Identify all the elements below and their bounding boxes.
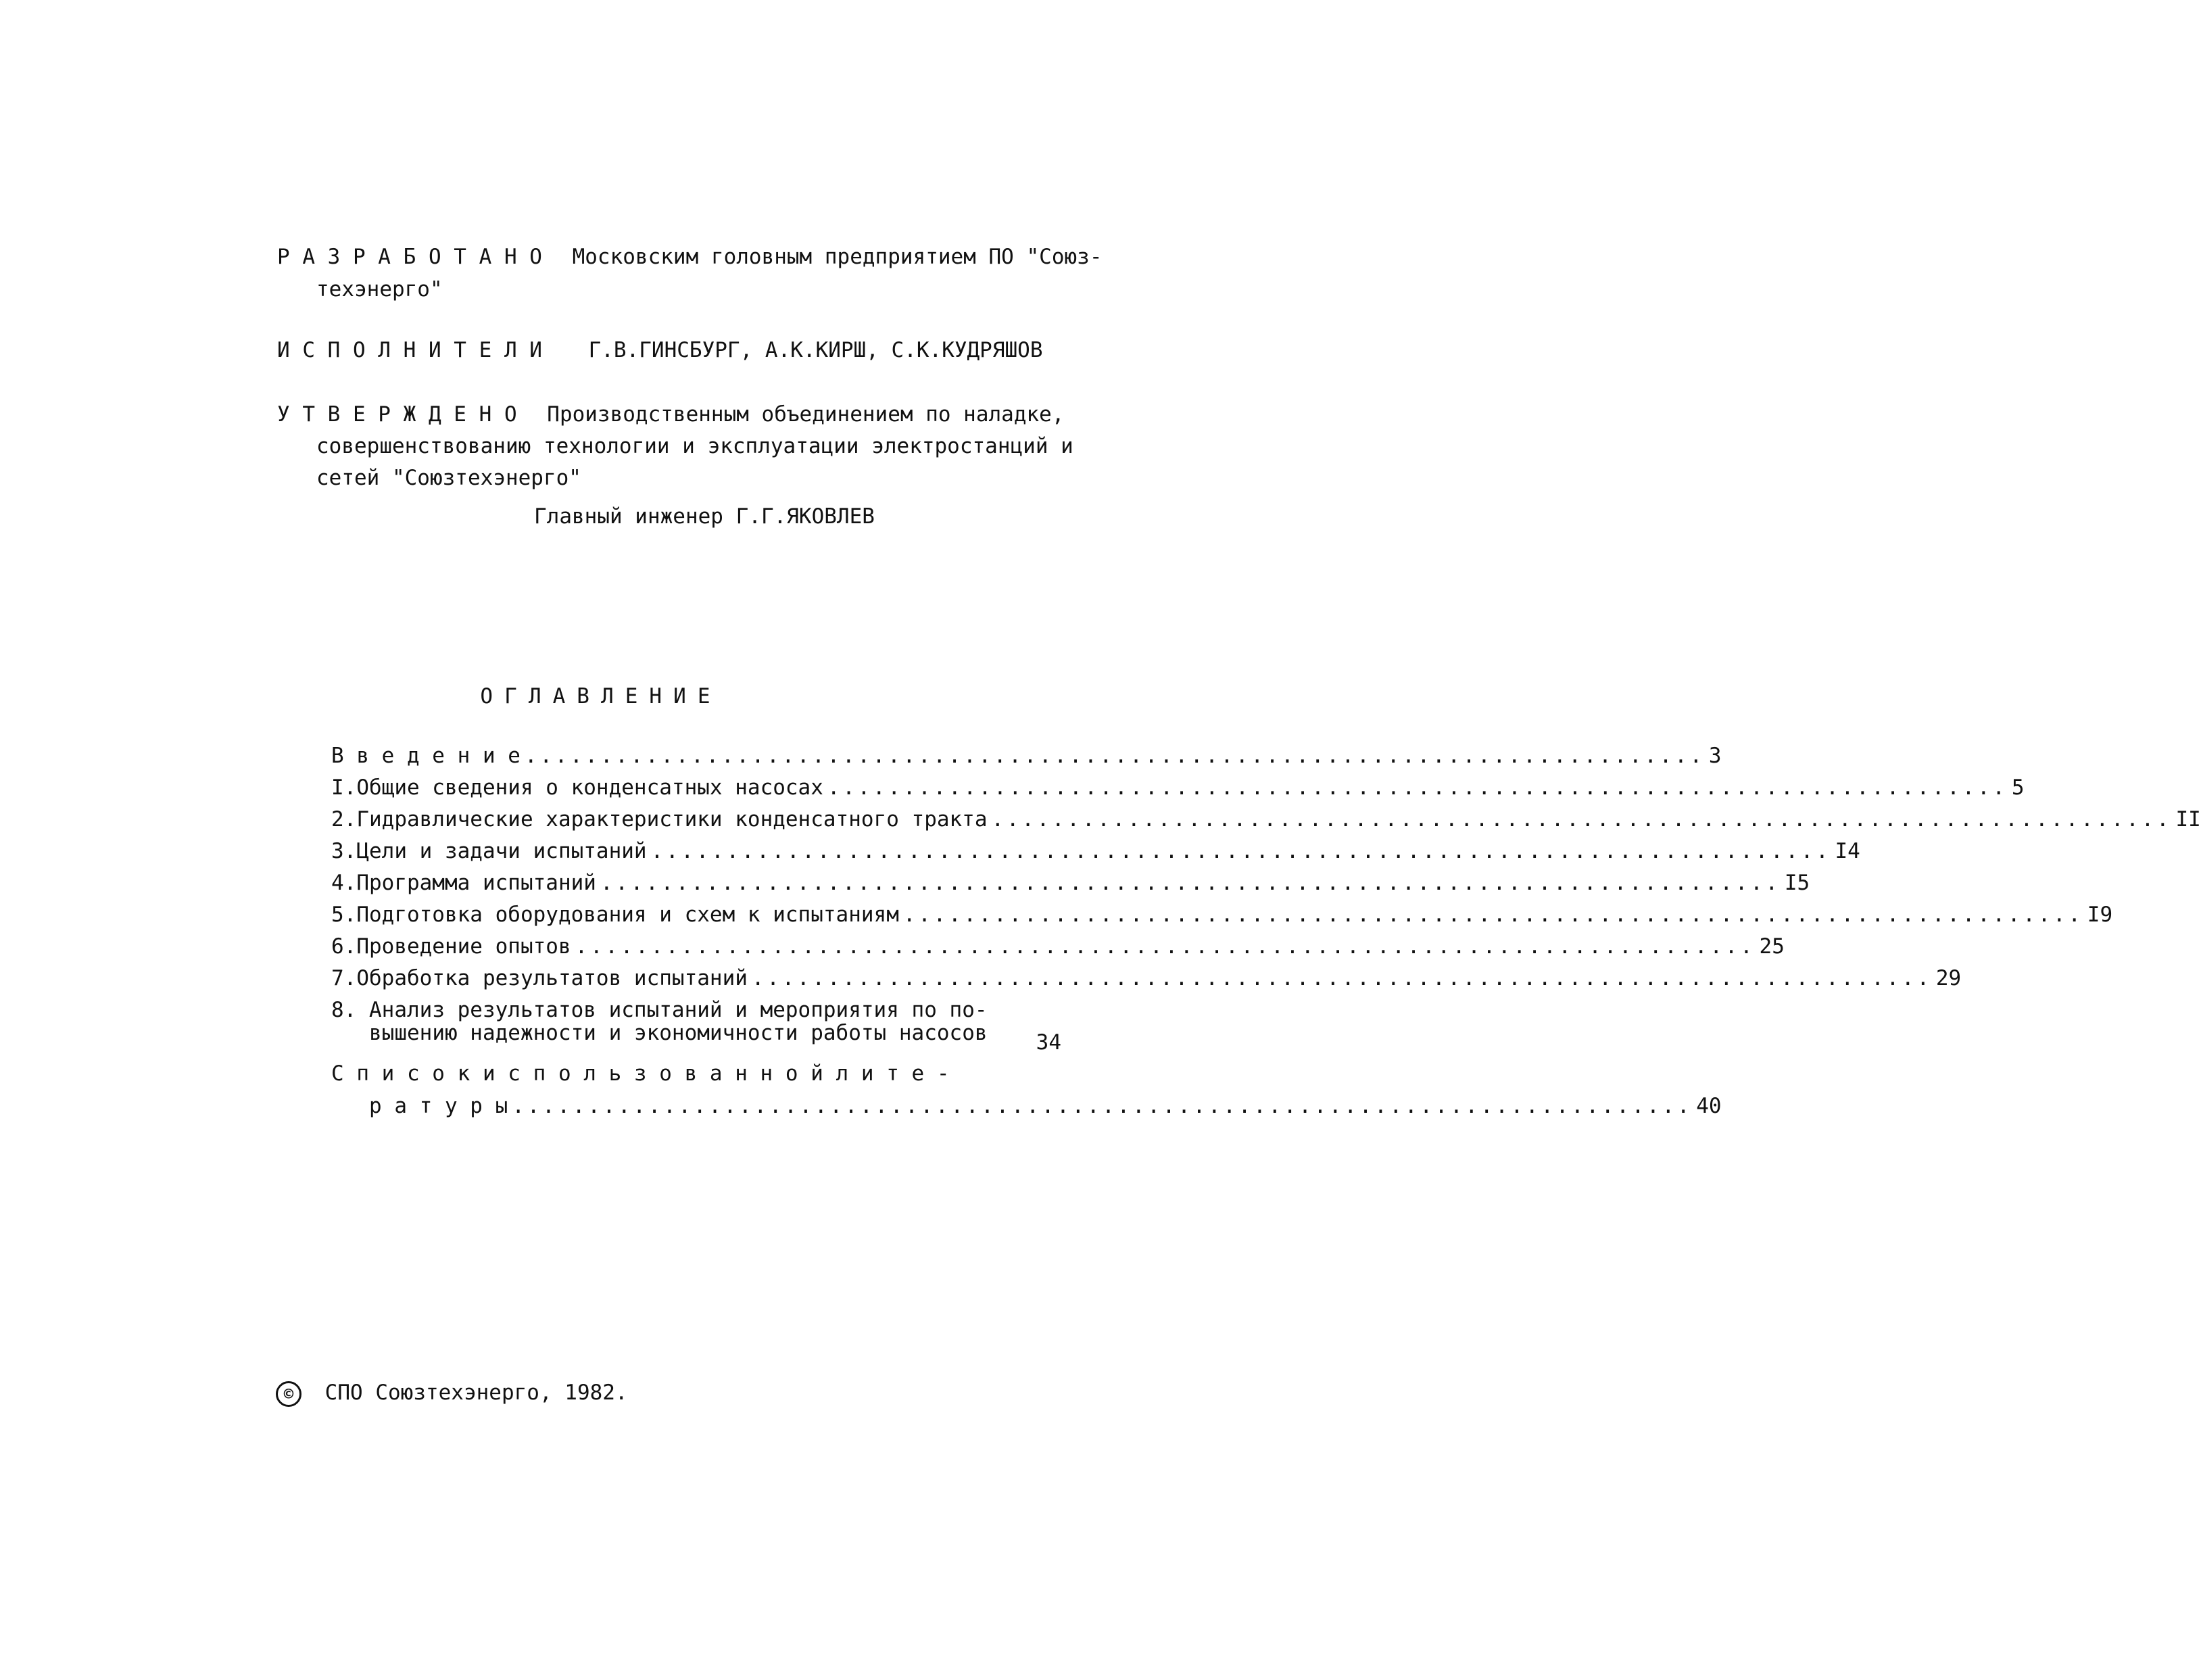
toc-literature-text-line2: р а т у р ы: [369, 1094, 508, 1118]
toc-literature-text-line1: С п и с о к и с п о л ь з о в а н н о й л и т е -: [331, 1061, 950, 1086]
toc-item-page: 34: [1036, 1030, 1061, 1055]
toc-item-8: [331, 998, 1061, 1061]
toc-title: ОГЛАВЛЕНИЕ: [480, 684, 722, 709]
toc-item-page: 29: [1935, 966, 1962, 990]
toc-leader-dots: ..............................................................................: [524, 744, 1705, 768]
toc-item-text: Обработка результатов испытаний: [356, 966, 748, 990]
table-of-contents: [331, 744, 2201, 1126]
authors-text: Г.В.ГИНСБУРГ, А.К.КИРШ, С.К.КУДРЯШОВ: [588, 338, 1043, 362]
approved-line: [277, 402, 1065, 427]
approved-text-cont-2: сетей "Союзтехэнерго": [316, 466, 581, 490]
toc-leader-dots: ..............................................................................: [600, 871, 1781, 895]
copyright-icon: ©: [276, 1381, 301, 1407]
developed-label: Р А З Р А Б О Т А Н О: [277, 245, 542, 269]
toc-item-page: II: [2175, 807, 2201, 832]
toc-item-number: 8.: [331, 998, 357, 1022]
approved-label: У Т В Е Р Ж Д Е Н О: [277, 402, 517, 427]
toc-leader-dots: ..............................................................................: [575, 934, 1756, 959]
toc-leader-dots: ..............................................................................: [751, 966, 1932, 990]
toc-item: [331, 871, 1810, 903]
toc-item-text: Цели и задачи испытаний: [356, 839, 647, 863]
toc-item-page: 25: [1759, 934, 1785, 959]
approved-text-cont-1: совершенствованию технологии и эксплуатации электростанций и: [316, 434, 1073, 458]
toc-literature-line1: [331, 1061, 1061, 1094]
toc-item-text: Гидравлические характеристики конденсатного тракта: [356, 807, 988, 832]
toc-item: [331, 966, 1962, 998]
toc-item-text: Общие сведения о конденсатных насосах: [356, 775, 823, 800]
toc-item-page: I4: [1835, 839, 1860, 863]
toc-leader-dots: ..............................................................................: [902, 903, 2083, 927]
approved-text: Производственным объединением по наладке,: [547, 402, 1065, 427]
toc-leader-dots: ..............................................................................: [991, 807, 2172, 832]
toc-item-number: 3.: [331, 839, 357, 863]
toc-item-text: Проведение опытов: [356, 934, 571, 959]
toc-item-text: Программа испытаний: [356, 871, 596, 895]
toc-literature-page: 40: [1696, 1094, 1722, 1118]
authors-line: [277, 338, 1043, 362]
toc-item: [331, 807, 2201, 839]
copyright-text: СПО Союзтехэнерго, 1982.: [324, 1381, 628, 1405]
developed-line: [277, 245, 1102, 269]
toc-item-page: I5: [1784, 871, 1810, 895]
authors-label: И С П О Л Н И Т Е Л И: [277, 338, 542, 362]
developed-text-cont: техэнерго": [316, 277, 443, 302]
toc-item: [331, 839, 1860, 871]
toc-literature-line2: [331, 1094, 1722, 1126]
toc-item-number: 7.: [331, 966, 357, 990]
toc-item-text: В в е д е н и е: [331, 744, 521, 768]
developed-text: Московским головным предприятием ПО "Союз-: [572, 245, 1103, 269]
toc-item-number: 5.: [331, 903, 357, 927]
toc-item: [331, 775, 2025, 807]
toc-item-number: 4.: [331, 871, 357, 895]
toc-item: [331, 744, 1722, 775]
toc-item-number: I.: [331, 775, 357, 800]
toc-item-text-line1: Анализ результатов испытаний и мероприятия по по-: [369, 998, 988, 1022]
copyright-line: [276, 1381, 628, 1407]
toc-leader-dots: ..............................................................................: [827, 775, 2008, 800]
toc-item-text-multi: [369, 999, 1018, 1045]
toc-item: [331, 903, 2113, 934]
toc-item-page: I9: [2087, 903, 2113, 927]
toc-item-page: 3: [1708, 744, 1722, 768]
toc-item-number: 6.: [331, 934, 357, 959]
toc-item-number: 2.: [331, 807, 357, 832]
toc-item-text: Подготовка оборудования и схем к испытаниям: [356, 903, 899, 927]
toc-item-page: 5: [2011, 775, 2025, 800]
toc-item: [331, 934, 1785, 966]
toc-leader-dots: ..............................................................................: [650, 839, 1831, 863]
toc-item-text-line2: вышению надежности и экономичности работы насосов: [369, 1021, 988, 1045]
chief-engineer: Главный инженер Г.Г.ЯКОВЛЕВ: [534, 504, 875, 529]
toc-leader-dots: ..............................................................................: [512, 1094, 1693, 1118]
